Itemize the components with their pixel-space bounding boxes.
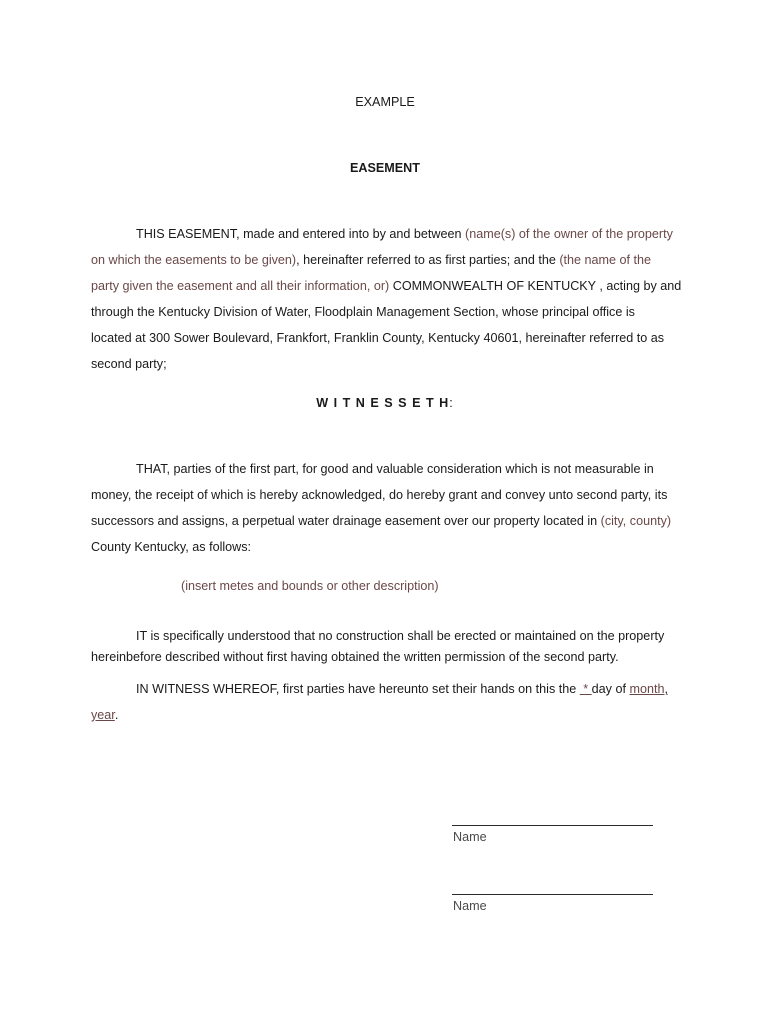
text: . (114, 708, 119, 722)
paragraph-line: located at 300 Sower Boulevard, Frankfort, Franklin County, Kentucky 40601, hereinafter referred to as (91, 331, 665, 345)
witnesseth-text: W I T N E S S E T H (316, 396, 450, 410)
placeholder-party: party given the easement and all their information, or) (91, 279, 390, 293)
paragraph-line (136, 682, 686, 696)
paragraph-line: hereinbefore described without first having obtained the written permission of the second party. (91, 650, 619, 664)
placeholder-owner: (name(s) of the owner of the property (465, 227, 673, 241)
paragraph-line (91, 279, 680, 293)
text: , (664, 682, 668, 696)
text: day of (591, 682, 630, 696)
text: COMMONWEALTH OF KENTUCKY , acting by and (389, 279, 682, 293)
paragraph-line: IT is specifically understood that no construction shall be erected or maintained on the property (136, 629, 665, 643)
text: successors and assigns, a perpetual water drainage easement over our property located in (91, 514, 601, 528)
text: , hereinafter referred to as first parties; and the (296, 253, 560, 267)
placeholder-year: year (91, 708, 115, 722)
signature-name-label: Name (453, 899, 487, 913)
paragraph-line: money, the receipt of which is hereby acknowledged, do hereby grant and convey unto second party, its (91, 488, 668, 502)
text: IN WITNESS WHEREOF, first parties have hereunto set their hands on this the (136, 682, 580, 696)
placeholder-city-county: (city, county) (600, 514, 672, 528)
paragraph-line (91, 253, 680, 267)
paragraph-line (91, 514, 680, 528)
paragraph-line: second party; (91, 357, 167, 371)
paragraph-line: through the Kentucky Division of Water, Floodplain Management Section, whose principal office is (91, 305, 635, 319)
signature-line (452, 825, 653, 826)
text: THIS EASEMENT, made and entered into by and between (136, 227, 466, 241)
example-label: EXAMPLE (355, 95, 415, 109)
witnesseth-heading (0, 396, 770, 410)
paragraph-line (136, 227, 680, 241)
placeholder-party: (the name of the (559, 253, 652, 267)
placeholder-metes-bounds: (insert metes and bounds or other description) (181, 579, 439, 593)
paragraph-line (91, 708, 680, 722)
paragraph-line: THAT, parties of the first part, for good and valuable consideration which is not measurable in (136, 462, 654, 476)
placeholder-owner: on which the easements to be given) (91, 253, 297, 267)
witnesseth-colon: : (449, 396, 454, 410)
placeholder-month: month (629, 682, 665, 696)
document-title: EASEMENT (350, 161, 420, 175)
signature-line (452, 894, 653, 895)
paragraph-line: County Kentucky, as follows: (91, 540, 252, 554)
signature-name-label: Name (453, 830, 487, 844)
placeholder-day: * (579, 682, 592, 696)
